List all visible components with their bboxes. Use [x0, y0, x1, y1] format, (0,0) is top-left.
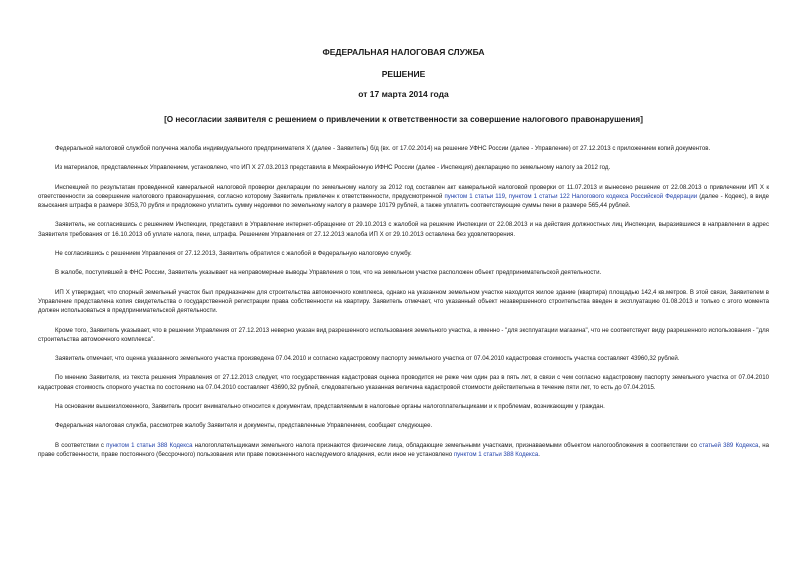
paragraph-text: На основании вышеизложенного, Заявитель просит внимательно относится к документам, представляемым в налоговые органы налогоплательщиками и к проблемам, возникающим у граждан. — [55, 403, 605, 411]
paragraph — [38, 441, 769, 460]
paragraph — [38, 402, 769, 411]
paragraph-text: В соответствии с — [55, 441, 107, 449]
paragraph-text: Из материалов, представленных Управлением, установлено, что ИП Х 27.03.2013 представила в Межрайонную ИФНС России (далее - Инспекция) декларацию по земельному налогу за 2012 год. — [55, 164, 611, 172]
paragraph-text: Федеральная налоговая служба, рассмотрев жалобу Заявителя и документы, представленные Управлением, сообщает следующее. — [55, 422, 433, 430]
law-reference-link[interactable]: статьей 389 Кодекса — [699, 441, 759, 449]
paragraph — [38, 249, 769, 258]
paragraph — [38, 163, 769, 172]
document-date-heading: от 17 марта 2014 года — [358, 89, 449, 99]
paragraph-text: В жалобе, поступившей в ФНС России, Заявитель указывает на неправомерные выводы Управления о том, что на земельном участке расположен объект предпринимательской деятельности. — [55, 269, 602, 277]
paragraph-text: Заявитель отмечает, что оценка указанного земельного участка произведена 07.04.2010 и согласно кадастровому паспорту земельного участка от 07.04.2010 кадастровая стоимость участка составляет 43960,32 рублей. — [55, 355, 680, 363]
law-reference-link[interactable]: пунктом 1 статьи 388 Кодекса — [106, 441, 193, 449]
paragraph — [38, 183, 769, 211]
paragraph-text: Федеральной налоговой службой получена жалоба индивидуального предпринимателя Х (далее - Заявитель) б/д (вх. от 17.02.2014) на решение УФНС России (далее - Управление) от 27.12.2013 с приложением копий документов. — [55, 145, 711, 152]
paragraph — [38, 220, 769, 239]
paragraph — [38, 144, 769, 153]
law-reference-link[interactable]: пунктом 1 статьи 388 Кодекса — [453, 450, 539, 458]
paragraph-text: Не согласившись с решением Управления от 27.12.2013, Заявитель обратился с жалобой в Федеральную налоговую службу. — [55, 250, 412, 258]
paragraph-text: По мнению Заявителя, из текста решения Управления от 27.12.2013 следует, что государственная кадастровая оценка проводится не реже чем один раз в пять лет, в связи с чем согласно кадастровому паспорту земельного участка от 07.04.2010 кадастровая стоимость спорного участка по состоянию на 07.04.2010 составляет 43690,32 рублей, следовательно указанная величина кадастровой стоимости действительна в течение пяти лет, то есть до 07.04.2015. — [38, 374, 769, 391]
paragraph-text: , на праве собственности, праве постоянного (бессрочного) пользования или праве пожизненного наследуемого владения, если иное не установлено — [38, 441, 770, 458]
paragraph — [38, 421, 769, 430]
agency-heading: ФЕДЕРАЛЬНАЯ НАЛОГОВАЯ СЛУЖБА — [322, 47, 485, 57]
paragraph — [38, 268, 769, 277]
paragraph — [38, 373, 769, 392]
paragraph-text: (далее - Кодекс), в виде взыскания штрафа в размере 3053,70 рубля и предложено уплатить сумму недоимки по земельному налогу в размере 10179 рублей, а также уплатить соответствующие суммы пени в размере 565,44 рублей. — [38, 192, 770, 210]
paragraph-text: налогоплательщиками земельного налога признаются физические лица, обладающие земельными участками, признаваемыми объектом налогообложения в соответствии со — [192, 441, 700, 449]
law-reference-link[interactable]: пунктом 1 статьи 119 — [444, 192, 505, 200]
document-type-heading: РЕШЕНИЕ — [381, 69, 426, 79]
paragraph-text: Заявитель, не согласившись с решением Инспекции, представил в Управление интернет-обращение от 29.10.2013 с жалобой на решение Инспекции от 22.08.2013 и на действия должностных лиц Инспекции, выразившиеся в направлении в адрес Заявителя требования от 16.10.2013 об уплате налога, пени, штрафа. Решением Управления от 27.12.2013 жалоба ИП Х от 29.10.2013 оставлена без удовлетворения. — [38, 221, 769, 238]
paragraph-text: Кроме того, Заявитель указывает, что в решении Управления от 27.12.2013 неверно указан вид разрешенного использования земельного участка, а именно - "для эксплуатации магазина", что не соответствует виду разрешенного использования - "для строительства автомоечного комплекса". — [38, 326, 769, 343]
paragraph-text: ИП Х утверждает, что спорный земельный участок был предназначен для строительства автомоечного комплекса, однако на указанном земельном участке находится жилое здание (квартира) площадью 142,4 кв.метров. В этой связи, Заявителем в Управление представлена копия свидетельства о государственной регистрации права собственности на квартиру. Заявитель отмечает, что указанный объект незавершенного строительства введен в эксплуатацию 01.08.2013 и только с этого момента должен использоваться в предпринимательской деятельности. — [38, 288, 769, 315]
paragraph — [38, 288, 769, 316]
law-reference-link[interactable]: пунктом 1 статьи 122 Налогового кодекса Российской Федерации — [508, 192, 698, 200]
document-body — [38, 144, 769, 469]
paragraph — [38, 326, 769, 345]
paragraph-text: . — [538, 450, 540, 458]
paragraph-text: , — [505, 192, 509, 200]
paragraph-text: Инспекцией по результатам проведенной камеральной налоговой проверки декларации по земельному налогу за 2012 год составлен акт камеральной налоговой проверки от 11.07.2013 и вынесено решение от 22.08.2013 о привлечении ИП Х к ответственности за совершение налогового правонарушения, согласно которому Заявитель привлечен к ответственности, предусмотренной — [38, 183, 769, 200]
document-subject: [О несогласии заявителя с решением о привлечении к ответственности за совершение налогового правонарушения] — [164, 115, 643, 124]
paragraph — [38, 354, 769, 363]
